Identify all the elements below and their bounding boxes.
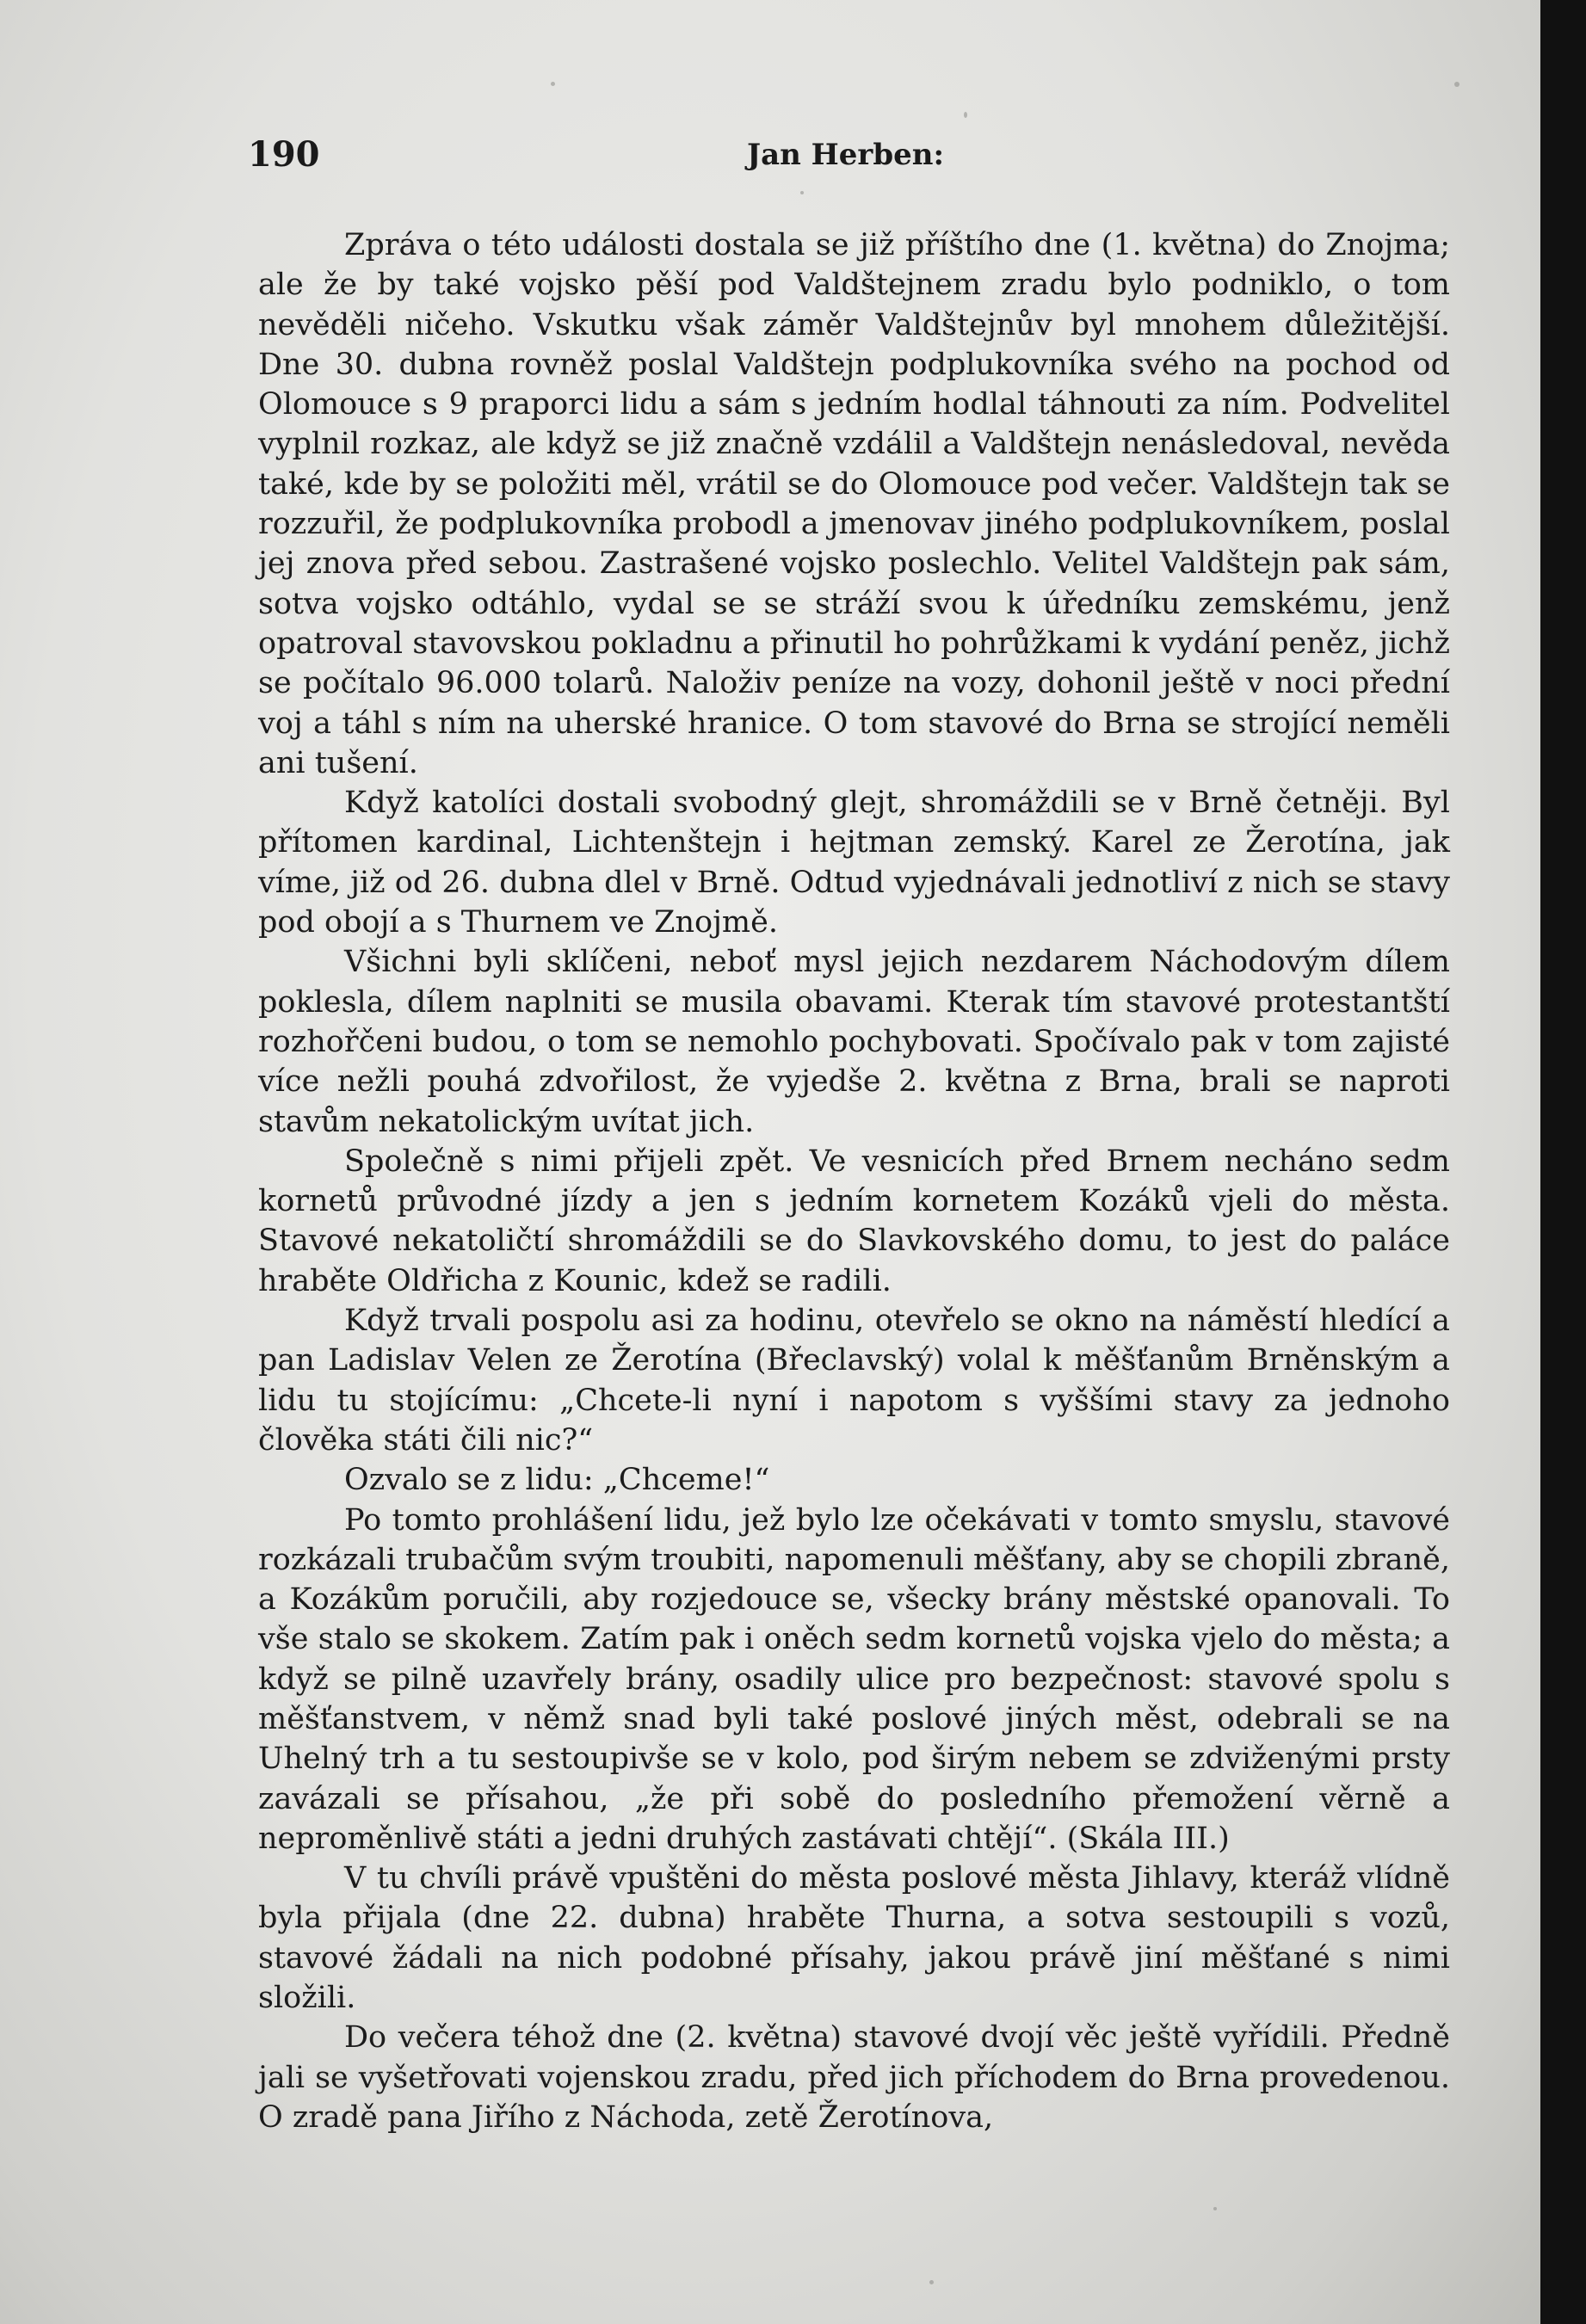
paper-speck (551, 82, 555, 86)
running-title: Jan Herben: (747, 138, 945, 172)
paper-speck (964, 112, 967, 118)
body-text (258, 225, 1450, 2137)
paragraph: V tu chvíli právě vpuštěni do města poslové města Jihlavy, kteráž vlídně byla přijala (dne 22. dubna) hraběte Thurna, a sotva sestoupili s vozů, stavové žádali na nich podobné přísahy, jakou právě jiní měšťané s nimi složili. (258, 1861, 1450, 2016)
paper-speck (1213, 2207, 1217, 2210)
paragraph: Po tomto prohlášení lidu, jež bylo lze očekávati v tomto smyslu, stavové rozkázali trubačům svým troubiti, napomenuli měšťany, aby se chopili zbraně, a Kozákům poručili, aby rozjedouce se, všecky brány městské opanovali. To vše stalo se skokem. Zatím pak i oněch sedm kornetů vojska vjelo do města; a když se pilně uzavřely brány, osadily ulice pro bezpečnost: stavové spolu s měšťanstvem, v němž snad byli také poslové jiných měst, odebrali se na Uhelný trh a tu sestoupivše se v kolo, pod širým nebem se zdviženými prsty zavázali se přísahou, „že při sobě do posledního přemožení věrně a neproměnlivě státi a jedni druhých zastávati chtějí“. (Skála III.) (258, 1502, 1450, 1856)
paragraph: Zpráva o této události dostala se již příštího dne (1. května) do Znojma; ale že by také vojsko pěší pod Valdštejnem zradu bylo podniklo, o tom nevěděli ničeho. Vskutku však záměr Valdštejnův byl mnohem důležitější. Dne 30. dubna rovněž poslal Valdštejn podplukovníka svého na pochod od Olomouce s 9 praporci lidu a sám s jedním hodlal táhnouti za ním. Podvelitel vyplnil rozkaz, ale když se již značně vzdálil a Valdštejn nenásledoval, nevěda také, kde by se položiti měl, vrátil se do Olomouce pod večer. Valdštejn tak se rozzuřil, že podplukovníka probodl a jmenovav jiného podplukovníkem, poslal jej znova před sebou. Zastrašené vojsko poslechlo. Velitel Valdštejn pak sám, sotva vojsko odtáhlo, vydal se se stráží svou k úředníku zemskému, jenž opatroval stavovskou pokladnu a přinutil ho pohrůžkami k vydání peněz, jichž se počítalo 96.000 tolarů. Naloživ peníze na vozy, dohonil ještě v noci přední voj a táhl s ním na uherské hranice. O tom stavové do Brna se strojící neměli ani tušení. (258, 228, 1450, 780)
paragraph: Do večera téhož dne (2. května) stavové dvojí věc ještě vyřídili. Předně jali se vyšetřovati vojenskou zradu, před jich příchodem do Brna provedenou. O zradě pana Jiřího z Náchoda, zetě Žerotínova, (258, 2020, 1450, 2135)
paper-speck (800, 191, 804, 194)
paper-speck (1454, 82, 1459, 87)
paragraph: Ozvalo se z lidu: „Chceme!“ (344, 1463, 770, 1498)
paragraph: Společně s nimi přijeli zpět. Ve vesnicích před Brnem necháno sedm kornetů průvodné jízdy a jen s jedním kornetem Kozáků vjeli do města. Stavové nekatoličtí shromáždili se do Slavkovského domu, to jest do paláce hraběte Oldřicha z Kounic, kdež se radili. (258, 1144, 1450, 1298)
page-number: 190 (248, 134, 320, 175)
paragraph: Všichni byli sklíčeni, neboť mysl jejich nezdarem Náchodovým dílem poklesla, dílem naplniti se musila obavami. Kterak tím stavové protestantští rozhořčeni budou, o tom se nemohlo pochybovati. Spočívalo pak v tom zajisté více nežli pouhá zdvořilost, že vyjedše 2. května z Brna, brali se naproti stavům nekatolickým uvítat jich. (258, 945, 1450, 1139)
paper-speck (929, 2280, 934, 2284)
paragraph: Když katolíci dostali svobodný glejt, shromáždili se v Brně četněji. Byl přítomen kardinal, Lichtenštejn i hejtman zemský. Karel ze Žerotína, jak víme, již od 26. dubna dlel v Brně. Odtud vyjednávali jednotliví z nich se stavy pod obojí a s Thurnem ve Znojmě. (258, 786, 1450, 940)
scan-dark-edge (1540, 0, 1586, 2324)
page-header (248, 129, 1448, 181)
paragraph: Když trvali pospolu asi za hodinu, otevřelo se okno na náměstí hledící a pan Ladislav Velen ze Žerotína (Břeclavský) volal k měšťanům Brněnským a lidu tu stojícímu: „Chcete-li nyní i napotom s vyššími stavy za jednoho člověka státi čili nic?“ (258, 1304, 1450, 1458)
